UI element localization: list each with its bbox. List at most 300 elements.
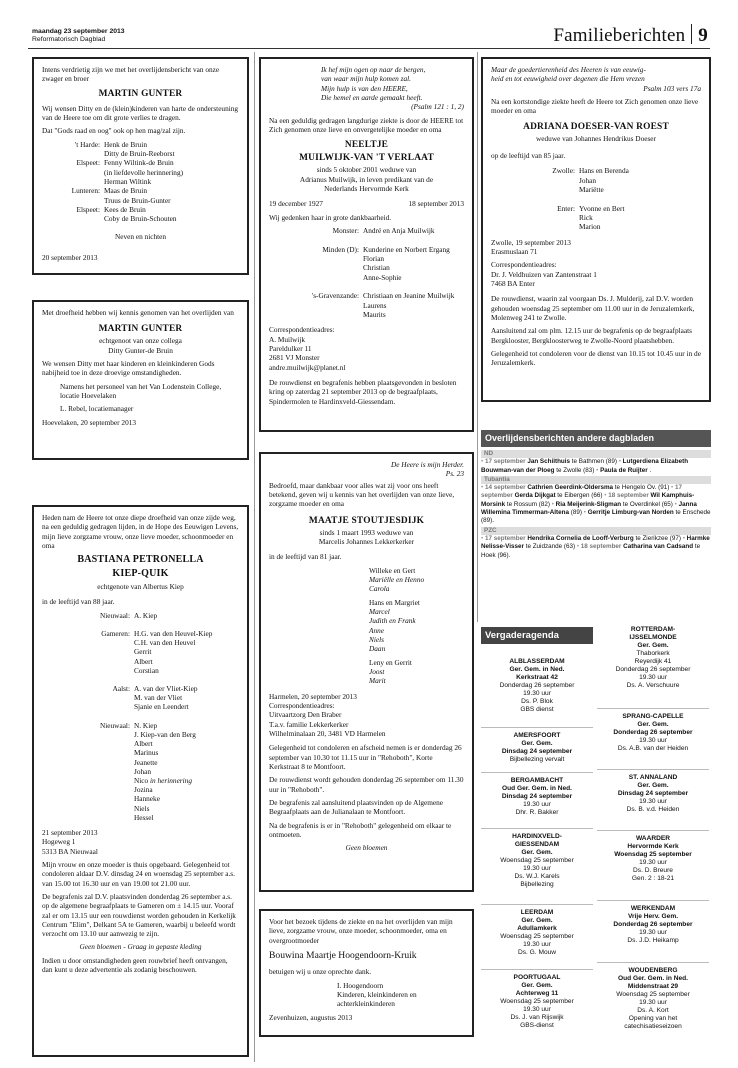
agenda-divider (597, 708, 709, 709)
agenda-heading: GIESSENDAM (514, 841, 560, 849)
family-place (42, 168, 100, 177)
bullet: • (596, 466, 601, 474)
ad-closing: Neven en nichten (114, 231, 167, 241)
paper-label: ND (481, 450, 711, 458)
family-member: Niels (369, 634, 384, 644)
deceased-name: ADRIANA DOESER-VAN ROEST (523, 121, 669, 132)
ad-paragraph: Mijn vrouw en onze moeder is thuis opgebaard. Gelegenheid tot condoleren aldaar D.V. dinsdag 24 en woensdag 25 september a.s. van 15.00 tot 16.30 uur en van 19.00 tot 21.00 uur. (42, 859, 235, 888)
column-separator (254, 52, 255, 1062)
agenda-heading: Dinsdag 24 september (501, 748, 573, 756)
address-line: Correspondentieadres: (269, 700, 335, 710)
ad-paragraph: De rouwdienst wordt gehouden donderdag 26 september om 11.30 uur in "Rehoboth". (269, 775, 464, 794)
ad-subtitle: Nederlands Hervormde Kerk (324, 184, 409, 194)
ad-signature: L. Rebel, locatiemanager (60, 404, 134, 414)
family-member: Christian (363, 263, 390, 273)
agenda-detail: 19.30 uur (523, 690, 551, 698)
agenda-detail: 19.30 uur (639, 999, 667, 1007)
family-place: Zwolle: (552, 166, 575, 176)
family-group (269, 598, 464, 654)
family-member: Judith en Frank (369, 616, 416, 626)
agenda-heading: Achterweg 11 (515, 990, 559, 998)
ad-address: 5313 BA Nieuwaal (42, 846, 98, 856)
family-member: Albert (134, 656, 153, 666)
family-place (491, 176, 575, 185)
correspondence-address (269, 701, 464, 738)
ad-intro: Bedroefd, maar dankbaar voor alles wat zij voor ons heeft betekend, geven wij u kennis van het overlijden van onze lieve, zorgzame moeder en oma (269, 480, 455, 509)
agenda-entry (481, 833, 593, 889)
family-place (42, 149, 100, 158)
agenda-heading: POORTUGAAL (513, 974, 561, 981)
agenda-detail: Ds. J. van Rijswijk (510, 1014, 564, 1022)
obit-place: te Bathmen (89) (570, 458, 619, 466)
family-place (42, 638, 130, 647)
bullet: • (671, 484, 676, 492)
agenda-entry (481, 909, 593, 957)
family-group (269, 566, 464, 594)
family-place: Aalst: (112, 684, 130, 694)
agenda-entry (481, 658, 593, 714)
family-member: J. Kiep-van den Berg (134, 730, 196, 739)
agenda-detail: 19.30 uur (639, 929, 667, 937)
agenda-detail: Ds. A. Kort (637, 1007, 669, 1015)
family-place (269, 273, 359, 282)
agenda-heading: AMERSFOORT (513, 732, 561, 739)
family-member: Mariëtte (579, 184, 604, 194)
obituary-martin-gunter-college (32, 300, 249, 460)
ad-text: Wij wensen Ditty en de (klein)kinderen van harte de ondersteuning van de Heere toe om dit grote verlies te dragen. (42, 103, 239, 123)
verse-line: Die hemel en aarde gemaakt heeft. (321, 92, 423, 102)
issue-date: maandag 23 september 2013 (32, 28, 125, 35)
family-member: Daan (369, 644, 386, 654)
family-member: Florian (363, 253, 385, 263)
address-line: Correspondentieadres: (491, 260, 557, 270)
agenda-entry (597, 905, 709, 945)
agenda-detail: 19.30 uur (639, 798, 667, 806)
correspondence-address (491, 260, 701, 288)
agenda-detail: Ds. B. v.d. Heiden (626, 806, 680, 814)
verse-line: heid en tot eeuwigheid over degenen die Hem vrezen (491, 74, 645, 84)
bullet: • (674, 500, 679, 508)
family-place (42, 666, 130, 675)
obit-paragraph (481, 458, 711, 475)
title-separator (691, 24, 692, 44)
family-list (491, 166, 701, 231)
family-member: Albert (134, 739, 153, 749)
ad-quote: Dat "Gods raad en oog" ook op hen mag/zal zijn. (42, 126, 186, 136)
family-place (269, 235, 359, 244)
agenda-detail: Ds. A. Verschuure (626, 682, 680, 690)
agenda-heading: Hervormde Kerk (627, 843, 679, 851)
obit-date: 18 september (580, 543, 624, 551)
family-place (42, 813, 130, 822)
deceased-name: Bouwina Maartje Hoogendoorn-Kruik (269, 949, 417, 961)
obit-place: te Eibergen (66) (555, 492, 605, 500)
family-place: Minden (D): (322, 244, 359, 254)
agenda-detail: Woensdag 25 september (500, 933, 574, 941)
obit-name: Gerritje Limburg-van Norden (587, 509, 674, 517)
bullet: • (576, 543, 581, 551)
agenda-detail: GBS-dienst (520, 1022, 554, 1030)
ad-date: 20 september 2013 (42, 252, 98, 262)
ad-date: Harmelen, 20 september 2013 (269, 691, 357, 701)
family-place: Elspeet: (76, 204, 100, 214)
ad-signature (269, 981, 464, 1009)
family-member (134, 620, 239, 629)
family-place (42, 767, 130, 776)
agenda-heading: WOUDENBERG (628, 967, 678, 974)
ad-text: betuigen wij u onze oprechte dank. (269, 967, 372, 977)
family-member: Herman Wiltink (104, 176, 152, 186)
agenda-heading: ST. ANNALAND (628, 774, 678, 781)
agenda-detail: Ds. P. Blok (521, 698, 553, 706)
ad-paragraph: Geen bloemen (345, 843, 388, 853)
agenda-heading: Woensdag 25 september (614, 851, 692, 859)
family-place (491, 194, 575, 203)
agenda-detail: 19.30 uur (639, 859, 667, 867)
family-place: Nieuwaal: (100, 720, 130, 730)
family-member: Nico in herinnering (134, 775, 192, 785)
family-member: Maurits (363, 309, 386, 319)
agenda-detail: 19.30 uur (523, 941, 551, 949)
agenda-detail: 19.30 uur (523, 801, 551, 809)
ad-date: Hoevelaken, 20 september 2013 (42, 417, 137, 427)
agenda-heading: Ger. Gem. (521, 982, 553, 990)
ad-paragraph: Gelegenheid tot condoleren en afscheid nemen is er donderdag 26 september van 10.30 tot 11.15 uur in "Rehoboth", Korte Kerkstraat 8 te Montfoort. (269, 743, 462, 771)
obit-place: (89) (569, 509, 584, 517)
agenda-entry (597, 713, 709, 753)
obit-place: te Hoek (96). (481, 543, 701, 559)
agenda-detail: 19.30 uur (639, 737, 667, 745)
agenda-heading: BERGAMBACHT (510, 777, 564, 784)
bible-verse: De Heere is mijn Herder. (390, 460, 464, 469)
obit-place: te Zierikzee (97) (633, 534, 683, 542)
obituary-muilwijk (259, 57, 474, 432)
family-place (42, 177, 100, 186)
agenda-detail: Ds. A.B. van der Heiden (617, 745, 689, 753)
family-place (42, 675, 130, 684)
family-member: Carola (369, 584, 390, 594)
family-member (134, 675, 239, 684)
ad-paragraph: De begrafenis zal aansluitend plaatsvinden op de Algemene Begraafplaats aan de Julianalaan te Montfoort. (269, 797, 444, 817)
ad-subtitle: Marcelis Johannes Lekkerkerker (318, 537, 415, 546)
agenda-detail: Dhr. R. Bakker (515, 809, 559, 817)
agenda-divider (481, 904, 593, 905)
obit-name: Paula de Ruijter (600, 466, 648, 474)
ad-date: Zevenhuizen, augustus 2013 (269, 1012, 353, 1022)
family-place (42, 196, 100, 205)
address-line: Pareldulker 11 (269, 343, 312, 353)
family-member: Kunderine en Norbert Ergang (363, 244, 450, 254)
agenda-divider (597, 830, 709, 831)
ad-paragraph: Aansluitend zal om plm. 12.15 uur de begrafenis op de begraafplaats Bergklooster, Bergkloosterweg te Zwolle-Noord plaatshebben. (491, 326, 693, 345)
agenda-divider (481, 828, 593, 829)
agenda-detail: Ds. J.D. Heikamp (627, 937, 679, 945)
thank-you-hoogendoorn (259, 909, 474, 1037)
family-member: Hans en Berenda (579, 166, 629, 176)
ad-subtitle: echtgenoot van onze collega (99, 336, 182, 346)
ad-paragraph: Gelegenheid tot condoleren voor de dienst van 10.15 tot 10.45 uur in de Jeruzalemkerk. (491, 348, 701, 368)
family-place (42, 776, 130, 785)
family-place (42, 712, 130, 721)
family-member (363, 235, 464, 244)
bible-verse (491, 65, 701, 84)
bullet: • (481, 484, 485, 492)
family-place (269, 254, 359, 263)
death-date: 18 september 2013 (408, 199, 464, 209)
agenda-detail: Woensdag 25 september (500, 998, 574, 1006)
obit-date: 14 september (484, 484, 528, 492)
ad-subtitle: weduwe van Johannes Hendrikus Doeser (536, 133, 656, 143)
agenda-divider (597, 900, 709, 901)
ad-age: op de leeftijd van 85 jaar. (491, 151, 566, 160)
family-member: Jozina (134, 785, 153, 795)
family-member: Johan (134, 766, 152, 776)
ad-intro: Met droefheid hebben wij kennis genomen van het overlijden van (42, 308, 234, 317)
obit-name: Gerda Dijkgat (514, 492, 556, 500)
family-place (42, 214, 100, 223)
family-member: Kees de Bruin (104, 204, 146, 214)
agenda-detail: Bijbellezing vervalt (509, 756, 565, 764)
other-papers-obituaries (481, 449, 711, 560)
agenda-entry (481, 777, 593, 817)
family-member: Henk de Bruin (104, 139, 147, 149)
family-place (42, 702, 130, 711)
agenda-detail: Ds. W.J. Karels (514, 873, 560, 881)
family-place (42, 748, 130, 757)
agenda-heading: Ger. Gem. (637, 721, 669, 729)
agenda-entry (597, 835, 709, 883)
agenda-detail: Woensdag 25 september (500, 857, 574, 865)
page-number: 9 (698, 25, 708, 46)
ad-date: 21 september 2013 (42, 827, 98, 837)
agenda-divider (481, 772, 593, 773)
family-place (491, 222, 575, 231)
agenda-heading: ALBLASSERDAM (509, 658, 565, 665)
agenda-heading: Ger. Gem. (521, 849, 553, 857)
family-member: Fenny Wiltink-de Bruin (104, 158, 174, 168)
family-member: Anne-Sophie (363, 272, 402, 282)
correspondence-address (269, 335, 464, 372)
obituary-kiep-quik (32, 505, 249, 1057)
family-member: Willeke en Gert (369, 565, 416, 575)
family-member: (in liefdevolle herinnering) (104, 167, 184, 177)
obituary-stoutjesdijk (259, 452, 474, 892)
obit-name: Hendrika Cornelia de Looff-Verburg (527, 534, 634, 542)
family-place: Lunteren: (71, 186, 100, 196)
deceased-name: MAATJE STOUTJESDIJK (308, 515, 425, 526)
verse-line: Ik hef mijn ogen op naar de bergen, (321, 65, 426, 74)
family-member: Anne (369, 625, 384, 635)
agenda-detail: Thaborkerk (636, 650, 670, 658)
agenda-heading: Ger. Gem. (637, 642, 669, 650)
family-member: André en Anja Muilwijk (363, 226, 435, 235)
bullet: • (682, 534, 687, 542)
family-list (269, 226, 464, 319)
family-place: Nieuwaal: (100, 610, 130, 620)
obit-name: Catharina van Cadsand (623, 543, 694, 551)
family-place (269, 301, 359, 310)
ad-subtitle: sinds 1 maart 1993 weduwe van (319, 527, 414, 537)
address-line: 2681 VJ Monster (269, 353, 320, 363)
agenda-detail: 19.30 uur (523, 865, 551, 873)
agenda-heading: Donderdag 26 september (613, 729, 693, 737)
agenda-divider (481, 969, 593, 970)
agenda-heading: Oud Ger. Gem. in Ned. (618, 975, 688, 983)
family-place (42, 620, 130, 629)
family-member: Niels (134, 803, 150, 813)
bullet: • (481, 534, 485, 542)
family-place (269, 310, 359, 319)
agenda-heading: Kerkstraat 42 (516, 674, 558, 682)
agenda-detail: GBS dienst (520, 706, 554, 714)
ad-age: in de leeftijd van 88 jaar. (42, 597, 115, 607)
family-list (42, 611, 239, 822)
other-papers-obituaries-header: Overlijdensberichten andere dagbladen (481, 430, 711, 447)
family-place (42, 647, 130, 656)
family-member: Sjanie en Leendert (134, 702, 189, 712)
agenda-heading: Vrije Herv. Gem. (627, 913, 679, 921)
family-place (42, 657, 130, 666)
verse-line: van waar mijn hulp komen zal. (321, 74, 411, 84)
agenda-heading: HARDINXVELD- (512, 833, 562, 840)
agenda-detail: Donderdag 26 september (499, 682, 575, 690)
agenda-heading: Ger. Gem. in Ned. (509, 666, 565, 674)
family-member: Corstian (134, 665, 159, 675)
signature-line: I. Hoogendoorn (337, 980, 384, 990)
agenda-heading: Ger. Gem. (637, 782, 669, 790)
family-member: Christiaan en Jeanine Muilwijk (363, 291, 455, 301)
family-member: A. van der Vliet-Kiep (134, 684, 198, 694)
family-member: Mariëlle en Henno (369, 574, 425, 584)
ad-subtitle: sinds 5 oktober 2001 weduwe van (316, 165, 417, 175)
obit-place: te Rossum (82) (505, 500, 552, 508)
ad-age: in de leeftijd van 81 jaar. (269, 552, 342, 562)
family-member (134, 712, 239, 721)
family-list (42, 140, 239, 224)
family-member: Truus de Bruin-Gunter (104, 195, 171, 205)
bullet: • (583, 509, 588, 517)
agenda-heading: ROTTERDAM- (630, 626, 676, 633)
address-line: 7468 BA Enter (491, 278, 535, 288)
family-member: C.H. van den Heuvel (134, 638, 196, 648)
address-line: T.a.v. familie Lekkerkerker (269, 719, 349, 729)
family-member: Jeanette (134, 757, 158, 767)
family-place (42, 693, 130, 702)
family-member: Hanneke (134, 794, 160, 804)
obit-date: 18 september (608, 492, 651, 500)
family-place (42, 739, 130, 748)
family-place: Elspeet: (76, 158, 100, 168)
family-member (579, 194, 701, 203)
obit-place: te Hengelo Ov. (91) (613, 484, 672, 492)
verse-line: Mijn hulp is van den HEERE, (321, 83, 408, 93)
family-member: Marcel (369, 606, 390, 616)
family-place: Gameren: (101, 628, 130, 638)
family-group (269, 658, 464, 686)
header-rule (28, 48, 710, 49)
agenda-divider (597, 962, 709, 963)
family-member: Ditty de Bruin-Reeborst (104, 149, 175, 158)
agenda-entry (481, 974, 593, 1030)
family-place (42, 794, 130, 803)
obit-name: Ria Meijerink-Sligman (555, 500, 622, 508)
family-member: Joost (369, 666, 385, 676)
agenda-entry (597, 967, 709, 1031)
agenda-heading: LEERDAM (520, 909, 554, 916)
obit-place: te Zwolle (83) (554, 466, 597, 474)
agenda-detail: Ds. D. Breure (633, 867, 673, 875)
obit-name: Janna Willemina Timmerman-Altena (481, 500, 697, 517)
obituary-doeser-van-roest (481, 57, 711, 402)
deceased-name: NEELTJE (344, 140, 389, 151)
bullet: • (481, 458, 485, 466)
family-place: Monster: (332, 226, 359, 235)
section-name: Familieberichten (553, 25, 686, 46)
bullet: • (551, 500, 556, 508)
ad-intro: Na een geduldig gedragen langdurige ziekte is door de HEERE tot Zich genomen onze lieve en onvergetelijke moeder en oma (269, 115, 464, 134)
signature-line: achterkleinkinderen (337, 999, 395, 1009)
obit-name: Jan Schilthuis (527, 458, 571, 466)
agenda-detail: 19.30 uur (523, 1006, 551, 1014)
ad-intro: Intens verdrietig zijn we met het overlijdensbericht van onze zwager en broer (42, 65, 220, 84)
family-member: Rick (579, 212, 593, 222)
obit-place: te Zuidzande (63) (523, 543, 577, 551)
ad-intro: Voor het bezoek tijdens de ziekte en na het overlijden van mijn lieve, zorgzame vrouw, onze moeder, schoonmoeder, oma en overgrootmoeder (269, 917, 453, 945)
obit-name: Wil Kamphuis-Morsink (481, 492, 695, 508)
deceased-name: MARTIN GUNTER (98, 324, 183, 335)
agenda-detail: 19.30 uur (639, 674, 667, 682)
ad-address: Hogeweg 1 (42, 837, 76, 847)
ad-paragraph: Na de begrafenis is er in "Rehoboth" gelegenheid om elkaar te ontmoeten. (269, 820, 452, 839)
bullet: • (604, 492, 609, 500)
family-place (491, 185, 575, 194)
paper-label: PZC (481, 527, 711, 535)
correspondence-label: Correspondentieadres: (269, 325, 335, 335)
meeting-agenda-header: Vergaderagenda (481, 627, 593, 644)
ad-subtitle: echtgenote van Albertus Kiep (97, 581, 184, 591)
address-line: Dr. J. Veldhuizen van Zantenstraat 1 (491, 269, 597, 279)
paper-label: Tubantia (481, 476, 711, 484)
bible-verse (269, 65, 464, 102)
signature-line: Kinderen, kleinkinderen en (337, 989, 417, 999)
family-member: A. Kiep (134, 610, 158, 620)
agenda-detail: Gen. 2 : 18-21 (631, 875, 675, 883)
family-member: Laurens (363, 300, 387, 310)
family-member: Marinus (134, 748, 159, 758)
ad-text: Wij gedenken haar in grote dankbaarheid. (269, 212, 392, 222)
family-place (42, 730, 130, 739)
obit-paragraph (481, 535, 711, 560)
agenda-entry (481, 732, 593, 764)
obit-place: . (647, 466, 652, 474)
agenda-heading: IJSSELMONDE (629, 634, 677, 642)
deceased-name: MUILWIJK-VAN 'T VERLAAT (299, 153, 434, 164)
birth-date: 19 december 1927 (269, 199, 323, 209)
family-member: Johan (579, 175, 597, 185)
memorial-note: in herinnering (148, 775, 192, 785)
family-member: Yvonne en Bert (579, 203, 625, 213)
family-place (269, 282, 359, 291)
agenda-heading: WERKENDAM (630, 905, 676, 912)
agenda-detail: catechisatieseizoen (624, 1023, 682, 1031)
obit-place: te Overdinkel (65) (621, 500, 675, 508)
verse-line: Maar de goedertierenheid des Heeren is van eeuwig- (491, 65, 646, 74)
agenda-heading: Ger. Gem. (521, 917, 553, 925)
agenda-heading: Dinsdag 24 september (501, 793, 573, 801)
family-member: Marion (579, 222, 601, 232)
ad-paragraph: De rouwdienst, waarin zal voorgaan Ds. J. Mulderij, zal D.V. worden gehouden woensdag 25 september om 11.00 uur in de Jeruzalemkerk, Molenweg 241 te Zwolle. (491, 294, 695, 322)
obituary-martin-gunter-family (32, 57, 249, 275)
